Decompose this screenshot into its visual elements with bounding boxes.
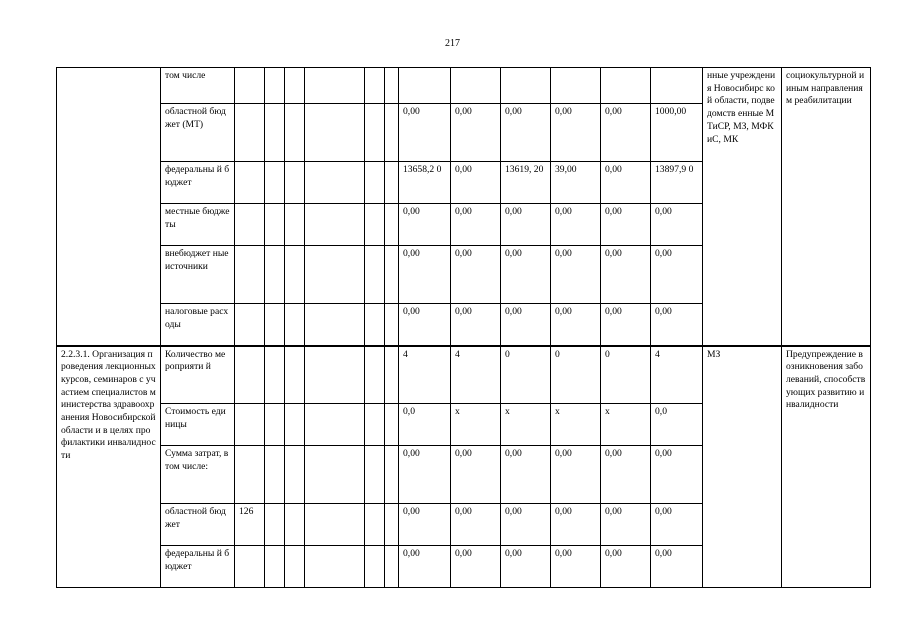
value-cell: 0,00 [551,504,601,546]
table-row [57,346,871,404]
code-cell [235,68,265,104]
value-cell: 0,00 [451,504,501,546]
value-cell: 0,00 [501,504,551,546]
code-cell [235,162,265,204]
value-cell: 0,00 [501,546,551,588]
executor-cell: нные учреждения Новосибирс кой области, подведомств енные МТиСР, МЗ, МФКиС, МК [703,68,782,346]
value-cell: 0,00 [651,246,703,304]
value-cell: 0,00 [451,246,501,304]
value-cell: 0,00 [451,446,501,504]
value-cell: 0,00 [501,446,551,504]
result-cell: социокультурной и иным направлениям реабилитации [782,68,871,346]
value-cell: 0,00 [399,246,451,304]
value-cell: 0,00 [501,104,551,162]
value-cell: 0,00 [451,104,501,162]
page-number: 217 [445,38,460,49]
indicator-label: местные бюджеты [161,204,235,246]
value-cell: 0,00 [399,446,451,504]
value-cell: 0,00 [601,546,651,588]
value-cell: 4 [651,346,703,404]
value-cell: x [451,404,501,446]
value-cell: 0,00 [551,304,601,346]
indicator-label: федеральны й бюджет [161,546,235,588]
value-cell: 4 [399,346,451,404]
value-cell: 0 [601,346,651,404]
value-cell: 0 [551,346,601,404]
code-cell [235,304,265,346]
value-cell: 0,00 [501,246,551,304]
value-cell: 0,00 [601,304,651,346]
code-cell: 126 [235,504,265,546]
value-cell: 0,00 [551,204,601,246]
value-cell: 0,00 [601,204,651,246]
code-cell [235,346,265,404]
value-cell: 0,00 [601,104,651,162]
value-cell: 0,00 [601,446,651,504]
value-cell [451,68,501,104]
value-cell: 0,00 [451,546,501,588]
indicator-label: областной бюджет [161,504,235,546]
indicator-label: федеральны й бюджет [161,162,235,204]
value-cell: 0,00 [601,246,651,304]
table-row [57,68,871,104]
value-cell: 0,00 [399,304,451,346]
value-cell: 0,0 [651,404,703,446]
value-cell [651,68,703,104]
code-cell [235,104,265,162]
value-cell: x [501,404,551,446]
code-cell [235,546,265,588]
value-cell: 0,00 [399,104,451,162]
measure-cell [57,68,161,346]
value-cell: 0,00 [651,546,703,588]
value-cell: 0,00 [399,204,451,246]
indicator-label: Количество мероприяти й [161,346,235,404]
indicator-label: Стоимость единицы [161,404,235,446]
value-cell: 13658,2 0 [399,162,451,204]
value-cell: 0,00 [651,204,703,246]
indicator-label: областной бюджет (МТ) [161,104,235,162]
value-cell: 0,00 [399,546,451,588]
value-cell: x [551,404,601,446]
value-cell [399,68,451,104]
indicator-label: том числе [161,68,235,104]
value-cell: x [601,404,651,446]
value-cell: 0,00 [551,104,601,162]
value-cell: 0,00 [501,304,551,346]
result-cell: Предупреждение возникновения заболеваний, способствующих развитию инвалидности [782,346,871,588]
value-cell: 0,00 [651,446,703,504]
value-cell [501,68,551,104]
value-cell: 0,00 [451,162,501,204]
code-cell [235,204,265,246]
value-cell: 39,00 [551,162,601,204]
code-cell [235,404,265,446]
value-cell: 0,0 [399,404,451,446]
program-table [56,67,871,588]
value-cell: 0,00 [451,304,501,346]
value-cell: 0,00 [601,162,651,204]
indicator-label: налоговые расходы [161,304,235,346]
value-cell: 4 [451,346,501,404]
code-cell [235,246,265,304]
value-cell: 0,00 [601,504,651,546]
value-cell: 0,00 [551,446,601,504]
code-cell [235,446,265,504]
value-cell: 13897,9 0 [651,162,703,204]
value-cell: 0,00 [551,546,601,588]
measure-cell: 2.2.3.1. Организация проведения лекционных курсов, семинаров с участием специалистов министерства здравоохранения Новосибирской области и в целях профилактики инвалидности [57,346,161,588]
value-cell: 0,00 [451,204,501,246]
value-cell: 0,00 [399,504,451,546]
value-cell: 0,00 [651,304,703,346]
executor-cell: МЗ [703,346,782,588]
value-cell: 1000,00 [651,104,703,162]
value-cell [601,68,651,104]
value-cell [551,68,601,104]
value-cell: 0,00 [651,504,703,546]
indicator-label: внебюджет ные источники [161,246,235,304]
value-cell: 13619, 20 [501,162,551,204]
value-cell: 0,00 [501,204,551,246]
indicator-label: Сумма затрат, в том числе: [161,446,235,504]
value-cell: 0 [501,346,551,404]
value-cell: 0,00 [551,246,601,304]
